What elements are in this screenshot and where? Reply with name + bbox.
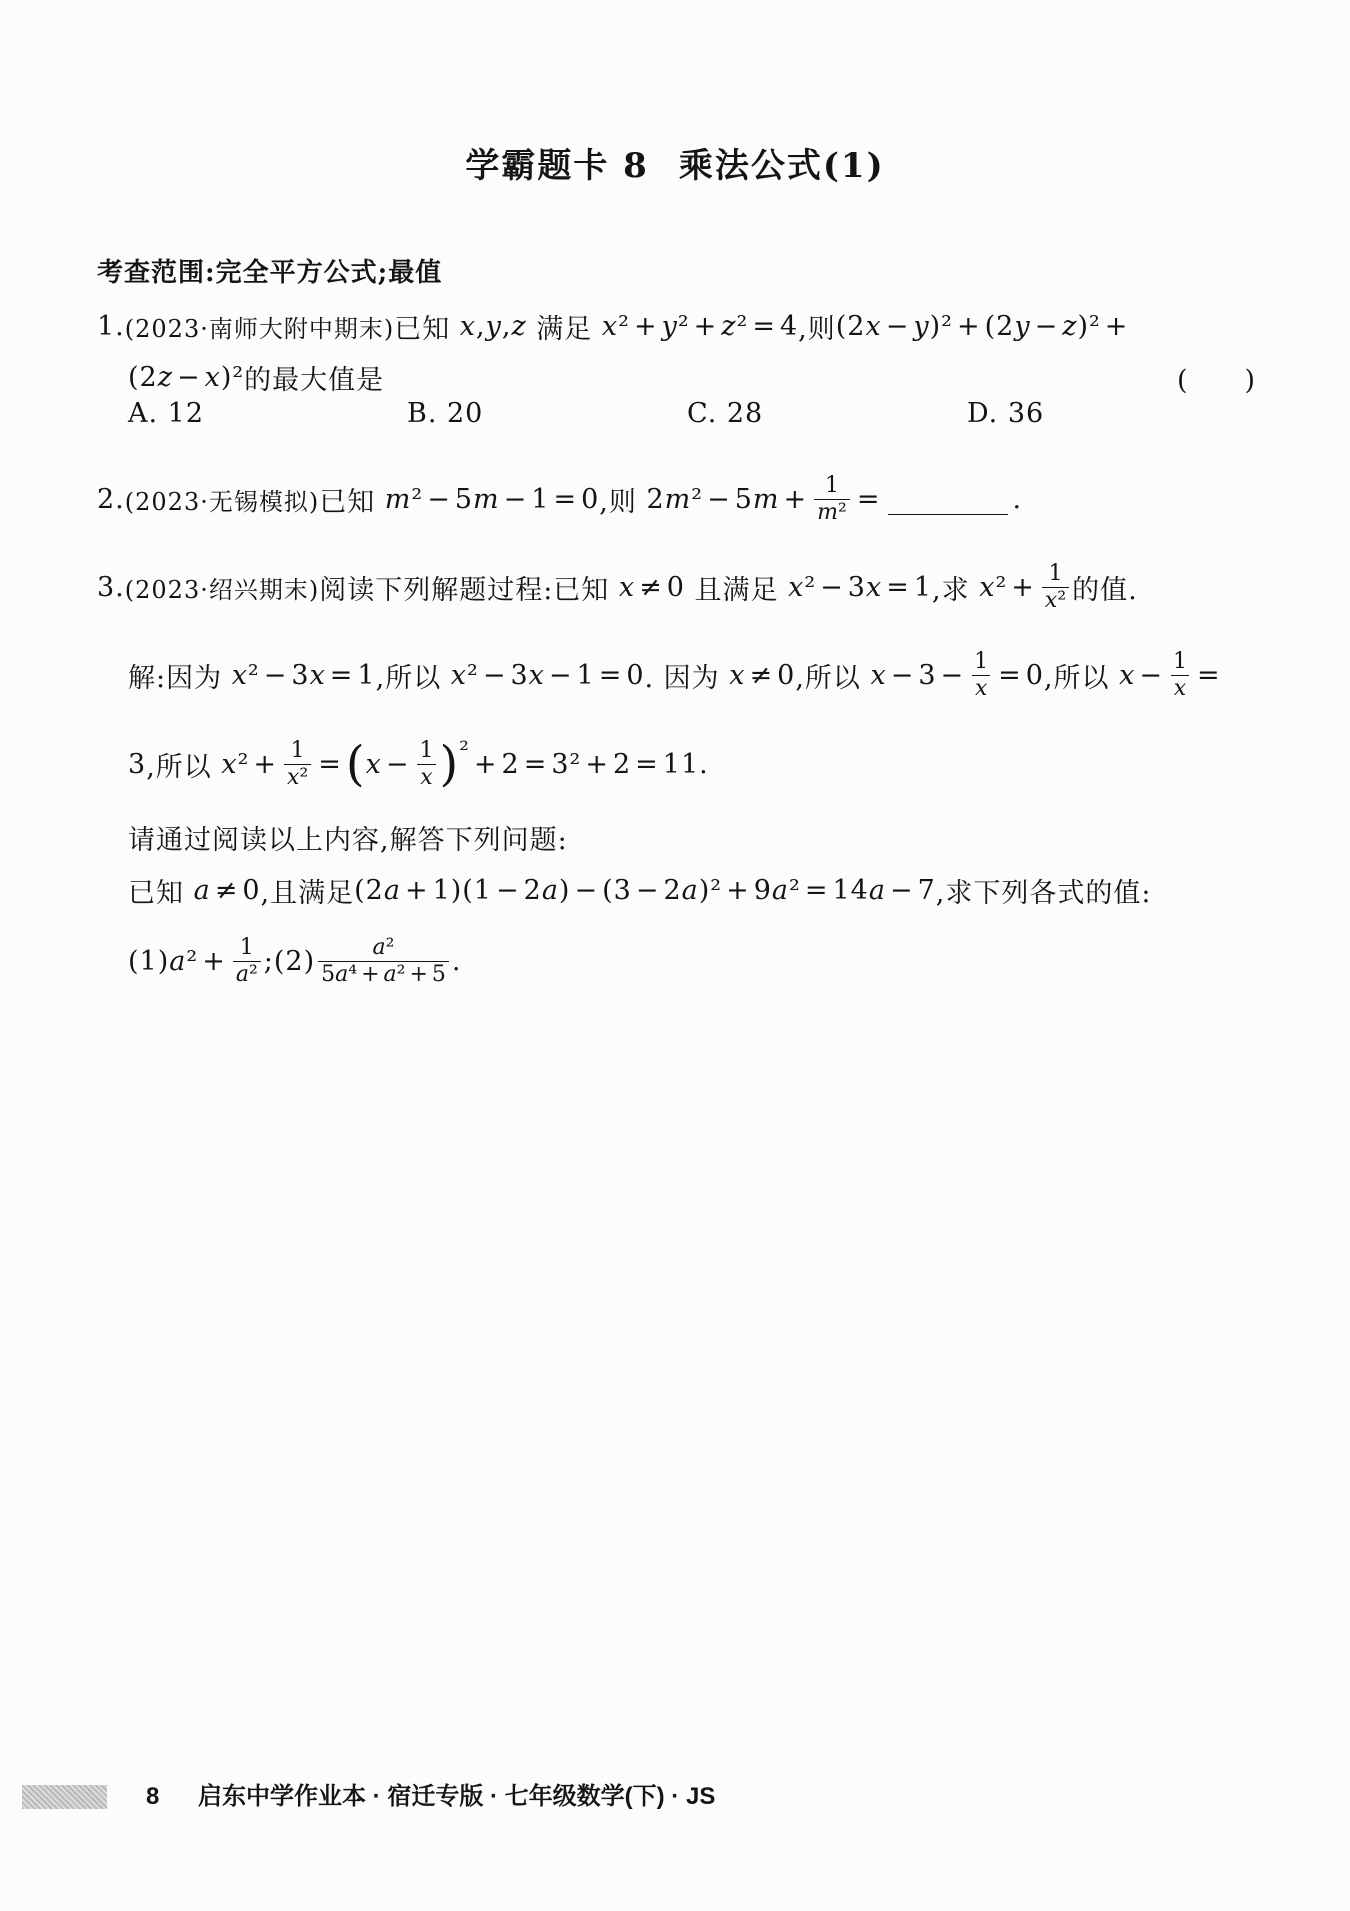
fraction-numerator: 1 — [239, 935, 254, 961]
question-source: (2023·无锡模拟) — [124, 487, 320, 516]
text-segment: . — [699, 748, 709, 780]
math-expression: 2m² − 5m + — [646, 483, 808, 515]
fraction-denominator: x² — [1042, 587, 1069, 613]
text-segment: 请通过阅读以上内容,解答下列问题: — [128, 824, 568, 856]
text-segment: 的最大值是 — [244, 364, 385, 396]
fraction-numerator: 1 — [824, 473, 839, 499]
question-number: 2. — [97, 483, 125, 515]
math-expression: x − — [1119, 659, 1163, 691]
math-expression: x² − 3x − 1 = 0 — [450, 659, 645, 691]
left-parenthesis: ( — [345, 736, 366, 792]
text-segment: ,所以 — [146, 751, 222, 783]
fraction-numerator: 1 — [1173, 649, 1187, 675]
math-expression: x² + y² + z² = 4 — [601, 310, 799, 342]
math-expression: a ≠ 0 — [193, 874, 261, 906]
text-segment: 已知 — [128, 877, 194, 909]
text-segment: 已知 — [319, 486, 385, 518]
math-expression: = — [856, 483, 881, 515]
question-number: 3. — [97, 571, 125, 603]
option-a: A. 12 — [128, 398, 205, 429]
footer-page-number: 8 — [146, 1783, 160, 1810]
answer-bracket-text: ( ) — [1177, 364, 1257, 396]
question-source: (2023·绍兴期末) — [124, 575, 320, 604]
given-condition — [128, 860, 1151, 920]
math-expression: = — [318, 748, 342, 780]
fraction-numerator: 1 — [974, 649, 989, 675]
fraction — [1042, 561, 1069, 613]
text-segment: . — [1012, 483, 1023, 515]
sub-questions — [128, 931, 461, 991]
question-number: 1. — [97, 310, 125, 342]
text-segment: 的值. — [1072, 574, 1138, 606]
math-expression: x − 3 − — [870, 659, 965, 691]
exam-scope — [97, 240, 442, 300]
text-segment: ,所以 — [1043, 662, 1120, 694]
task-instruction — [128, 807, 568, 867]
math-expression: (2a + 1)(1 − 2a) − (3 − 2a)² + 9a² = 14a − 7 — [354, 874, 936, 906]
fraction — [1170, 649, 1190, 701]
fraction-numerator: a² — [372, 935, 395, 961]
solution-line-2 — [128, 734, 709, 794]
question-source: (2023·南师大附中期末) — [124, 314, 395, 343]
fraction — [233, 935, 261, 987]
math-expression: = — [1197, 659, 1221, 691]
math-expression: x ≠ 0 — [618, 571, 685, 603]
math-expression: a² + — [169, 945, 226, 977]
text-segment: . — [451, 945, 462, 977]
footer-gray-bar — [22, 1785, 107, 1809]
subpart-label: ;(2) — [263, 945, 316, 977]
math-expression: = 0 — [998, 659, 1044, 691]
text-segment: ,所以 — [375, 662, 451, 694]
question-3-prompt — [97, 557, 1138, 617]
fraction-numerator: 1 — [290, 738, 305, 764]
math-expression: x,y,z — [459, 310, 527, 342]
fraction-numerator: 1 — [419, 738, 434, 764]
answer-blank — [888, 484, 1008, 515]
math-expression: x² − 3x = 1 — [231, 659, 376, 691]
text-segment: ,所以 — [795, 662, 871, 694]
text-segment: 且满足 — [684, 574, 789, 606]
text-segment: 满足 — [526, 313, 602, 345]
question-2 — [97, 469, 1022, 529]
text-segment: 3 — [128, 748, 147, 780]
fraction-numerator: 1 — [1048, 561, 1063, 587]
text-segment: ,求下列各式的值: — [935, 877, 1152, 909]
page-title — [0, 138, 1350, 187]
answer-bracket — [1177, 347, 1256, 407]
option-d: D. 36 — [967, 398, 1045, 429]
option-b: B. 20 — [407, 398, 484, 429]
fraction-denominator: m² — [814, 499, 850, 525]
fraction — [417, 738, 437, 790]
math-expression: x² − 3x = 1 — [788, 571, 933, 603]
fraction-denominator: 5a⁴ + a² + 5 — [318, 961, 449, 987]
text-segment: ,且满足 — [260, 877, 355, 909]
math-expression: x ≠ 0 — [729, 659, 796, 691]
math-expression: + 2 = 3² + 2 = 11 — [473, 748, 700, 780]
option-c: C. 28 — [687, 398, 764, 429]
math-expression: m² − 5m − 1 = 0 — [384, 483, 600, 515]
text-segment: ,则 — [599, 486, 647, 518]
math-expression: x² + — [221, 748, 278, 780]
fraction-denominator: x² — [284, 764, 311, 790]
math-expression: x² + — [979, 571, 1035, 603]
solution-line-1 — [128, 645, 1225, 705]
text-segment: . 因为 — [644, 662, 730, 694]
fraction-denominator: a² — [233, 961, 261, 987]
fraction — [284, 738, 311, 790]
fraction-denominator: x — [1171, 675, 1189, 701]
footer-book-title: 启东中学作业本 · 宿迁专版 · 七年级数学(下) · JS — [198, 1783, 716, 1810]
fraction-denominator: x — [972, 675, 990, 701]
fraction — [971, 649, 991, 701]
text-segment: ,求 — [932, 574, 980, 606]
text-segment: 解:因为 — [128, 662, 232, 694]
exponent: ² — [459, 736, 470, 764]
question-1-options — [128, 398, 1045, 458]
fraction — [814, 473, 850, 525]
exam-scope-text: 考查范围:完全平方公式;最值 — [97, 257, 443, 288]
fraction — [318, 935, 449, 987]
text-segment: ,则 — [798, 313, 836, 345]
math-expression: (2x − y)² + (2y − z)² + — [835, 310, 1129, 342]
math-expression: (2z − x)² — [128, 361, 245, 393]
fraction-denominator: x — [417, 764, 435, 790]
text-segment: 已知 — [394, 313, 460, 345]
subpart-label: (1) — [128, 945, 170, 977]
text-segment: 阅读下列解题过程:已知 — [319, 574, 619, 606]
card-topic: 乘法公式(1) — [678, 146, 885, 186]
math-expression: x − — [365, 748, 410, 780]
card-label: 学霸题卡 8 — [465, 146, 649, 186]
right-parenthesis: ) — [439, 736, 460, 792]
